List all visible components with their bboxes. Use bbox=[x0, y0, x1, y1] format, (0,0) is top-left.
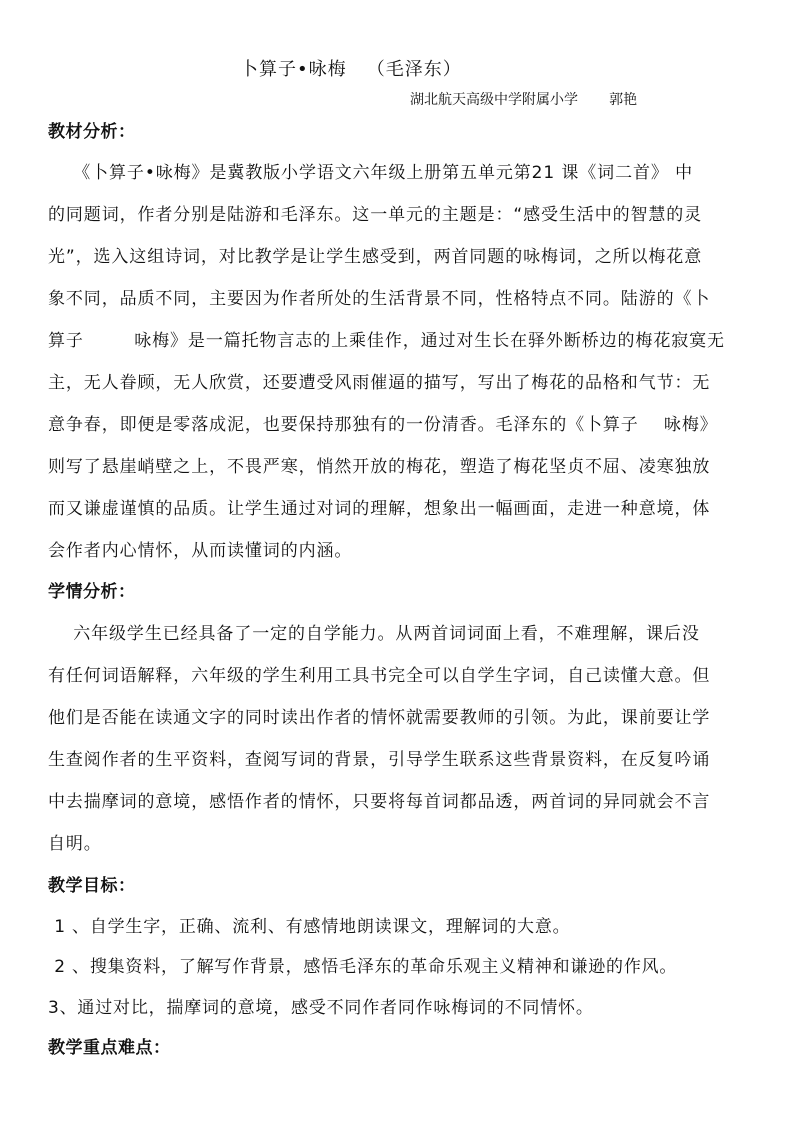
paragraph-line: 有任何词语解释，六年级的学生利用工具书完全可以自学生字词，自己读懂大意。但 bbox=[48, 666, 711, 686]
heading-learner-analysis: 学情分析： bbox=[48, 582, 136, 602]
paragraph-line: 意争春，即便是零落成泥，也要保持那独有的一份清香。毛泽东的《卜算子 咏梅》 bbox=[48, 415, 718, 435]
document-title: 卜算子•咏梅 （毛泽东） bbox=[240, 59, 462, 80]
goal-item: 2 、搜集资料，了解写作背景，感悟毛泽东的革命乐观主义精神和谦逊的作风。 bbox=[48, 957, 678, 977]
paragraph-line: 象不同，品质不同，主要因为作者所处的生活背景不同，性格特点不同。陆游的《卜 bbox=[48, 289, 711, 309]
author-affiliation: 湖北航天高级中学附属小学 郭艳 bbox=[410, 92, 638, 108]
paragraph-line: 《卜算子•咏梅》是冀教版小学语文六年级上册第五单元第21 课《词二首》 中 bbox=[48, 163, 693, 183]
paragraph-line: 生查阅作者的生平资料，查阅写词的背景，引导学生联系这些背景资料，在反复吟诵 bbox=[48, 750, 711, 770]
paragraph-line: 算子 咏梅》是一篇托物言志的上乘佳作，通过对生长在驿外断桥边的梅花寂寞无 bbox=[48, 331, 725, 351]
paragraph-learner-analysis bbox=[48, 613, 748, 865]
heading-material-analysis: 教材分析： bbox=[48, 122, 136, 142]
heading-key-difficulties: 教学重点难点： bbox=[48, 1038, 171, 1058]
heading-teaching-goals: 教学目标： bbox=[48, 876, 136, 896]
paragraph-line: 的同题词，作者分别是陆游和毛泽东。这一单元的主题是：“感受生活中的智慧的灵 bbox=[48, 205, 703, 225]
paragraph-line: 六年级学生已经具备了一定的自学能力。从两首词词面上看，不难理解，课后没 bbox=[48, 624, 700, 644]
goal-item: 3、通过对比，揣摩词的意境，感受不同作者同作咏梅词的不同情怀。 bbox=[48, 998, 594, 1018]
paragraph-material-analysis bbox=[48, 152, 748, 572]
goal-item: 1 、自学生字，正确、流利、有感情地朗读课文，理解词的大意。 bbox=[48, 917, 571, 937]
paragraph-line: 光”，选入这组诗词，对比教学是让学生感受到，两首同题的咏梅词，之所以梅花意 bbox=[48, 247, 703, 267]
paragraph-line: 则写了悬崖峭壁之上，不畏严寒，悄然开放的梅花，塑造了梅花坚贞不屈、凌寒独放 bbox=[48, 457, 711, 477]
paragraph-line: 而又谦虚谨慎的品质。让学生通过对词的理解，想象出一幅画面，走进一种意境，体 bbox=[48, 499, 711, 519]
paragraph-line: 会作者内心情怀，从而读懂词的内涵。 bbox=[48, 541, 353, 561]
paragraph-line: 他们是否能在读通文字的同时读出作者的情怀就需要教师的引领。为此，课前要让学 bbox=[48, 708, 711, 728]
paragraph-line: 自明。 bbox=[48, 834, 102, 854]
paragraph-line: 主，无人眷顾，无人欣赏，还要遭受风雨催逼的描写，写出了梅花的品格和气节：无 bbox=[48, 373, 711, 393]
paragraph-line: 中去揣摩词的意境，感悟作者的情怀，只要将每首词都品透，两首词的异同就会不言 bbox=[48, 792, 711, 812]
